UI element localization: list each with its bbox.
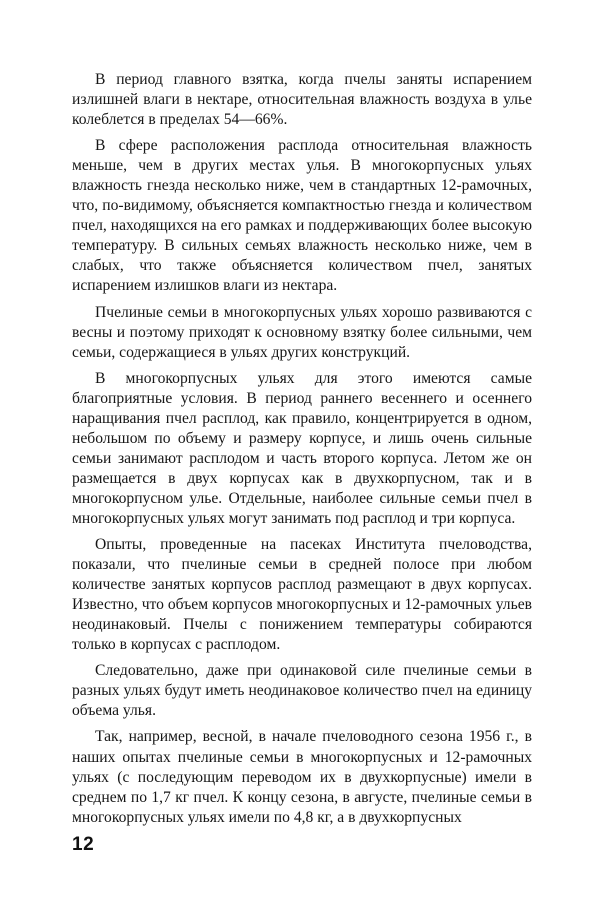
paragraph-6: Следовательно, даже при одинаковой силе пчелиные семьи в разных ульях будут иметь неодинаковое количество пчел на единицу объема улья. xyxy=(72,662,532,720)
paragraph-7: Так, например, весной, в начале пчеловодного сезона 1956 г., в наших опытах пчелиные семьи в многокорпусных и 12-рамочных ульях (с последующим переводом их в двухкорпусные) имели в среднем по 1,7 кг пчел. К концу сезона, в августе, пчелиные семьи в многокорпусных ульях имели по 4,8 кг, а в двухкорпусных xyxy=(72,728,532,826)
paragraph-5: Опыты, проведенные на пасеках Института пчеловодства, показали, что пчелиные семьи в средней полосе при любом количестве занятых корпусов расплод размещают в двух корпусах. Известно, что объем корпусов многокорпусных и 12-рамочных ульев неодинаковый. Пчелы с понижением температуры собираются только в корпусах с расплодом. xyxy=(72,536,532,654)
page-body xyxy=(72,70,532,828)
page-number: 12 xyxy=(72,834,95,855)
paragraph-3: Пчелиные семьи в многокорпусных ульях хорошо развиваются с весны и поэтому приходят к основному взятку более сильными, чем семьи, содержащиеся в ульях других конструкций. xyxy=(72,303,532,361)
paragraph-4: В многокорпусных ульях для этого имеются самые благоприятные условия. В период раннего весеннего и осеннего наращивания пчел расплод, как правило, концентрируется в одном, небольшом по объему и размеру корпусе, и лишь очень сильные семьи занимают расплодом и часть второго корпуса. Летом же он размещается в двух корпусах как в двухкорпусном, так и в многокорпусном улье. Отдельные, наиболее сильные семьи пчел в многокорпусных ульях могут занимать под расплод и три корпуса. xyxy=(72,369,532,527)
paragraph-2: В сфере расположения расплода относительная влажность меньше, чем в других местах улья. В многокорпусных ульях влажность гнезда несколько ниже, чем в стандартных 12-рамочных, что, по-видимому, объясняется компактностью гнезда и количеством пчел, находящихся на его рамках и поддерживающих более высокую температуру. В сильных семьях влажность несколько ниже, чем в слабых, что также объясняется количеством пчел, занятых испарением излишков влаги из нектара. xyxy=(72,137,532,295)
paragraph-1: В период главного взятка, когда пчелы заняты испарением излишней влаги в нектаре, относительная влажность воздуха в улье колеблется в пределах 54—66%. xyxy=(72,71,532,129)
